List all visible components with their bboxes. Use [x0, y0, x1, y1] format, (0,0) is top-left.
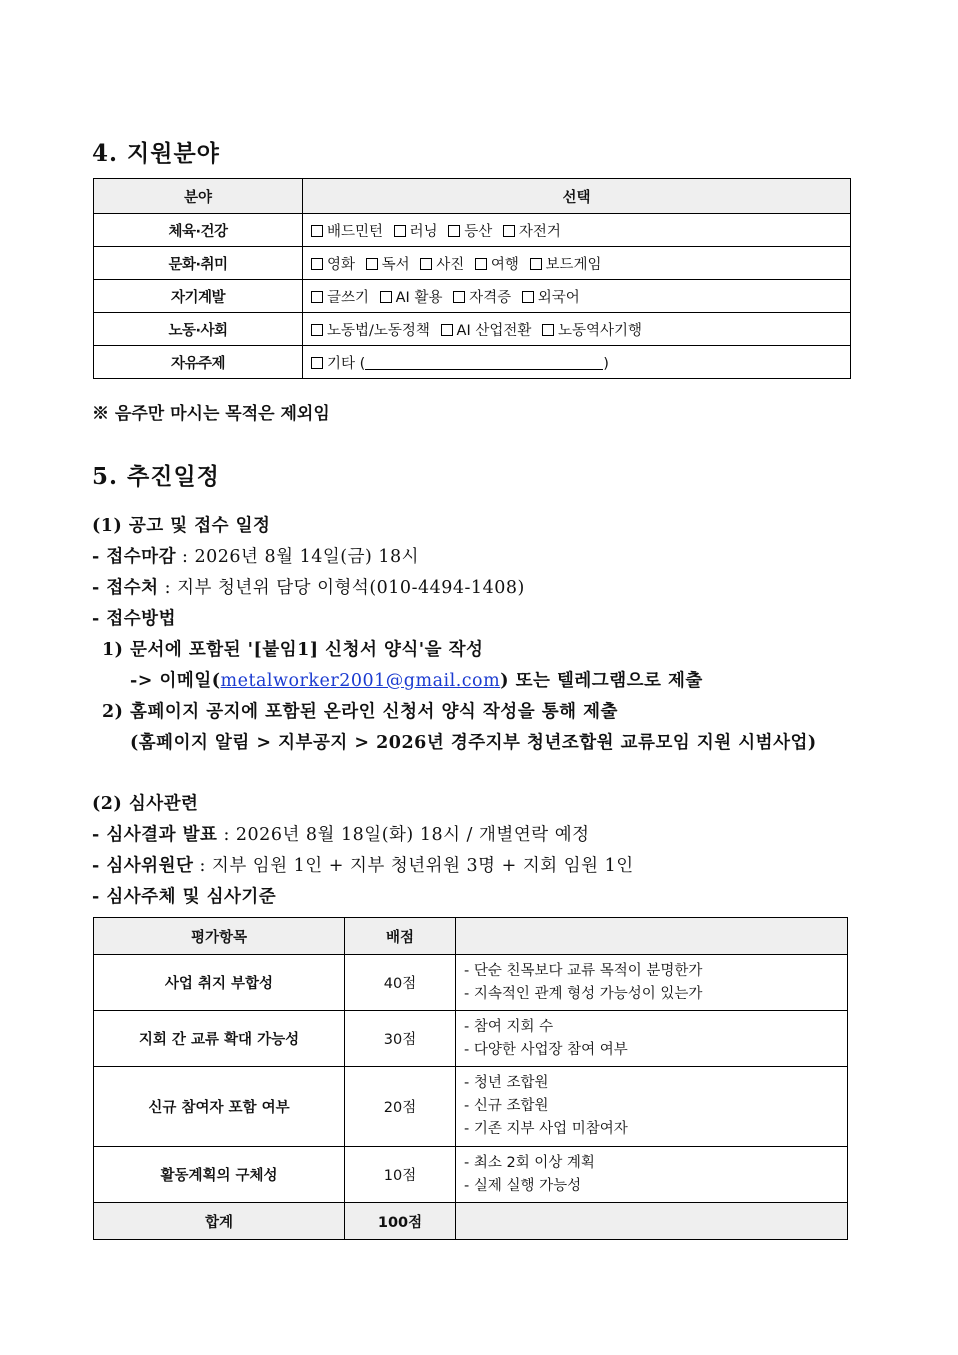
criteria-line: - 기존 지부 사업 미참여자 — [464, 1121, 628, 1137]
header-item: 평가항목 — [94, 918, 345, 955]
options-cell — [303, 247, 851, 280]
section-4-title: 4. 지원분야 — [92, 140, 220, 167]
table-row — [94, 214, 851, 247]
option-label: 보드게임 — [545, 256, 602, 273]
table-header-row — [94, 179, 851, 214]
email-link[interactable]: metalworker2001@gmail.com — [220, 671, 501, 691]
checkbox-icon[interactable] — [453, 291, 465, 303]
criteria-line: - 단순 친목보다 교류 목적이 분명한가 — [464, 962, 703, 979]
category-cell: 노동·사회 — [94, 313, 303, 346]
homepage-path: (홈페이지 알림 > 지부공지 > 2026년 경주지부 청년조합원 교류모임 지원 시범사업) — [130, 733, 817, 753]
result-value: : 2026년 8월 18일(화) 18시 / 개별연락 예정 — [217, 825, 590, 845]
item-cell: 지회 간 교류 확대 가능성 — [94, 1011, 345, 1067]
option-label: 배드민턴 — [327, 223, 384, 240]
options-cell — [303, 313, 851, 346]
item-cell: 활동계획의 구체성 — [94, 1147, 345, 1203]
method-2: 2) 홈페이지 공지에 포함된 온라인 신청서 양식 작성을 통해 제출 — [102, 702, 618, 722]
checkbox-icon[interactable] — [311, 225, 323, 237]
table-header-row — [94, 918, 848, 955]
option-label: 글쓰기 — [327, 289, 370, 306]
evaluation-table — [93, 917, 848, 1240]
receiver-value: : 지부 청년위 담당 이형석(010-4494-1408) — [158, 578, 525, 598]
result-label: - 심사결과 발표 — [92, 825, 218, 845]
score-cell: 40점 — [345, 955, 456, 1011]
criteria-line: - 청년 조합원 — [464, 1075, 549, 1091]
options-cell — [303, 346, 851, 379]
email-prefix: -> 이메일( — [130, 671, 221, 691]
option-label: 여행 — [490, 256, 519, 273]
category-cell: 문화·취미 — [94, 247, 303, 280]
subsection-1-title: (1) 공고 및 접수 일정 — [92, 516, 271, 536]
checkbox-icon[interactable] — [530, 258, 542, 270]
checkbox-icon[interactable] — [503, 225, 515, 237]
table-row — [94, 247, 851, 280]
option-label: 등산 — [464, 223, 493, 240]
committee-value: : 지부 임원 1인 + 지부 청년위원 3명 + 지회 임원 1인 — [193, 856, 634, 876]
option-label: 러닝 — [409, 223, 438, 240]
deadline-label: - 접수마감 — [92, 547, 176, 567]
deadline-value: : 2026년 8월 14일(금) 18시 — [175, 547, 420, 567]
criteria-line: - 다양한 사업장 참여 여부 — [464, 1041, 628, 1058]
criteria-cell — [456, 955, 848, 1011]
option-label: 노동법/노동정책 — [327, 322, 430, 339]
section-5-title: 5. 추진일정 — [92, 463, 220, 490]
email-line — [130, 667, 703, 692]
table-row — [94, 280, 851, 313]
checkbox-icon[interactable] — [475, 258, 487, 270]
checkbox-icon[interactable] — [311, 258, 323, 270]
criteria-label: - 심사주체 및 심사기준 — [92, 887, 277, 907]
blank-close: ) — [603, 355, 609, 372]
category-cell: 자유주제 — [94, 346, 303, 379]
free-topic-blank[interactable] — [365, 355, 603, 370]
subsection-2-title: (2) 심사관련 — [92, 794, 199, 814]
table-row — [94, 1011, 848, 1067]
option-label: 영화 — [327, 256, 356, 273]
option-label: 자격증 — [469, 289, 512, 306]
checkbox-icon[interactable] — [380, 291, 392, 303]
deadline-line — [92, 543, 419, 568]
method-label: - 접수방법 — [92, 609, 176, 629]
criteria-line: - 참여 지회 수 — [464, 1018, 554, 1035]
criteria-cell — [456, 1067, 848, 1147]
header-field: 분야 — [94, 179, 303, 214]
checkbox-icon[interactable] — [311, 324, 323, 336]
receiver-line — [92, 574, 525, 599]
table-row — [94, 313, 851, 346]
table-row — [94, 1067, 848, 1147]
category-cell: 체육·건강 — [94, 214, 303, 247]
header-score: 배점 — [345, 918, 456, 955]
checkbox-icon[interactable] — [311, 291, 323, 303]
checkbox-icon[interactable] — [311, 357, 323, 369]
method-1: 1) 문서에 포함된 '[붙임1] 신청서 양식'을 작성 — [102, 640, 484, 660]
criteria-line: - 지속적인 관계 형성 가능성이 있는가 — [464, 985, 703, 1002]
criteria-line: - 실제 실행 가능성 — [464, 1177, 582, 1194]
option-label: 노동역사기행 — [558, 322, 643, 339]
criteria-cell — [456, 1011, 848, 1067]
committee-line — [92, 852, 634, 877]
table-row — [94, 955, 848, 1011]
header-criteria — [456, 918, 848, 955]
score-cell: 30점 — [345, 1011, 456, 1067]
option-label: AI 산업전환 — [456, 322, 532, 339]
criteria-cell — [456, 1147, 848, 1203]
item-cell: 사업 취지 부합성 — [94, 955, 345, 1011]
header-select: 선택 — [303, 179, 851, 214]
support-field-table — [93, 178, 851, 379]
option-label: AI 활용 — [395, 289, 443, 306]
options-cell — [303, 280, 851, 313]
score-cell: 10점 — [345, 1147, 456, 1203]
checkbox-icon[interactable] — [441, 324, 453, 336]
exclusion-note: ※ 음주만 마시는 목적은 제외임 — [92, 404, 330, 424]
receiver-label: - 접수처 — [92, 578, 159, 598]
checkbox-icon[interactable] — [522, 291, 534, 303]
option-label: 자전거 — [518, 223, 561, 240]
total-score: 100점 — [345, 1203, 456, 1240]
options-cell — [303, 214, 851, 247]
committee-label: - 심사위원단 — [92, 856, 194, 876]
category-cell: 자기계발 — [94, 280, 303, 313]
result-line — [92, 821, 590, 846]
option-label: 독서 — [381, 256, 410, 273]
total-empty — [456, 1203, 848, 1240]
checkbox-icon[interactable] — [394, 225, 406, 237]
option-label: 사진 — [436, 256, 465, 273]
table-row — [94, 1147, 848, 1203]
email-suffix: ) 또는 텔레그램으로 제출 — [500, 671, 703, 691]
checkbox-icon[interactable] — [366, 258, 378, 270]
checkbox-icon[interactable] — [420, 258, 432, 270]
criteria-line: - 최소 2회 이상 계획 — [464, 1154, 595, 1171]
checkbox-icon[interactable] — [448, 225, 460, 237]
total-label: 합계 — [94, 1203, 345, 1240]
table-row — [94, 346, 851, 379]
item-cell: 신규 참여자 포함 여부 — [94, 1067, 345, 1147]
total-row — [94, 1203, 848, 1240]
option-label: 기타 ( — [327, 355, 366, 372]
score-cell: 20점 — [345, 1067, 456, 1147]
criteria-line: - 신규 조합원 — [464, 1098, 549, 1114]
option-label: 외국어 — [537, 289, 580, 306]
checkbox-icon[interactable] — [542, 324, 554, 336]
